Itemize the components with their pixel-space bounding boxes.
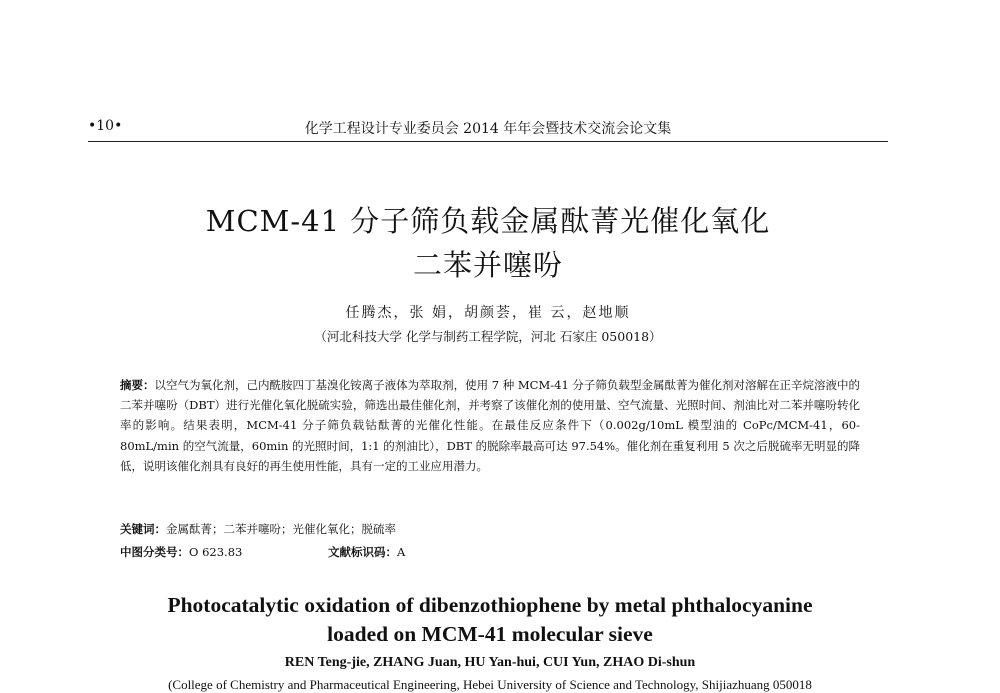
document-code <box>328 544 405 560</box>
keywords-cn <box>120 521 396 537</box>
running-title: 化学工程设计专业委员会 2014 年年会暨技术交流会论文集 <box>304 121 672 137</box>
page-header <box>88 118 888 140</box>
title-en-line-1: Photocatalytic oxidation of dibenzothiophene by metal phthalocyanine <box>167 593 813 617</box>
classification-line <box>120 544 406 560</box>
page-number: •10• <box>88 118 123 134</box>
title-en-line-2: loaded on MCM-41 molecular sieve <box>327 622 653 646</box>
document-code-label: 文献标识码： <box>328 545 397 559</box>
document-code-value: A <box>397 545 406 559</box>
affiliation-en: (College of Chemistry and Pharmaceutical Engineering, Hebei University of Science and Technology, Shijiazhuang 050018 <box>168 677 812 692</box>
affiliation-cn: （河北科技大学 化学与制药工程学院，河北 石家庄 050018） <box>314 329 662 344</box>
abstract-label: 摘要： <box>120 378 155 392</box>
keywords-text: 金属酞菁；二苯并噻吩；光催化氧化；脱硫率 <box>166 522 396 536</box>
class-number-label: 中图分类号： <box>120 545 189 559</box>
class-number-value: O 623.83 <box>189 545 243 559</box>
abstract-cn <box>120 375 860 476</box>
header-rule <box>88 141 888 142</box>
abstract-text: 以空气为氧化剂，己内酰胺四丁基溴化铵离子液体为萃取剂，使用 7 种 MCM-41 分子筛负载型金属酞菁为催化剂对溶解在正辛烷溶液中的二苯并噻吩（DBT）进行光催化氧化脱硫实验，筛选出最佳催化剂，并考察了该催化剂的使用量、空气流量、光照时间、剂油比对二苯并噻吩转化率的影响。结果表明，MCM-41 分子筛负载钴酞菁的光催化性能。在最佳反应条件下（0.002g/10mL 模型油的 CoPc/MCM-41，60-80mL/min 的空气流量，60min 的光照时间，1:1 的剂油比），DBT 的脱除率最高可达 97.54%。催化剂在重复利用 5 次之后脱硫率无明显的降低，说明该催化剂具有良好的再生使用性能，具有一定的工业应用潜力。 <box>120 378 860 473</box>
title-cn-line-1: MCM-41 分子筛负载金属酞菁光催化氧化 <box>205 204 771 238</box>
title-cn-line-2: 二苯并噻吩 <box>412 248 563 282</box>
authors-en: REN Teng-jie, ZHANG Juan, HU Yan-hui, CUI Yun, ZHAO Di-shun <box>284 655 696 670</box>
authors-cn: 任腾杰，张 娟，胡颜荟，崔 云，赵地顺 <box>345 305 631 321</box>
keywords-label: 关键词： <box>120 522 166 536</box>
